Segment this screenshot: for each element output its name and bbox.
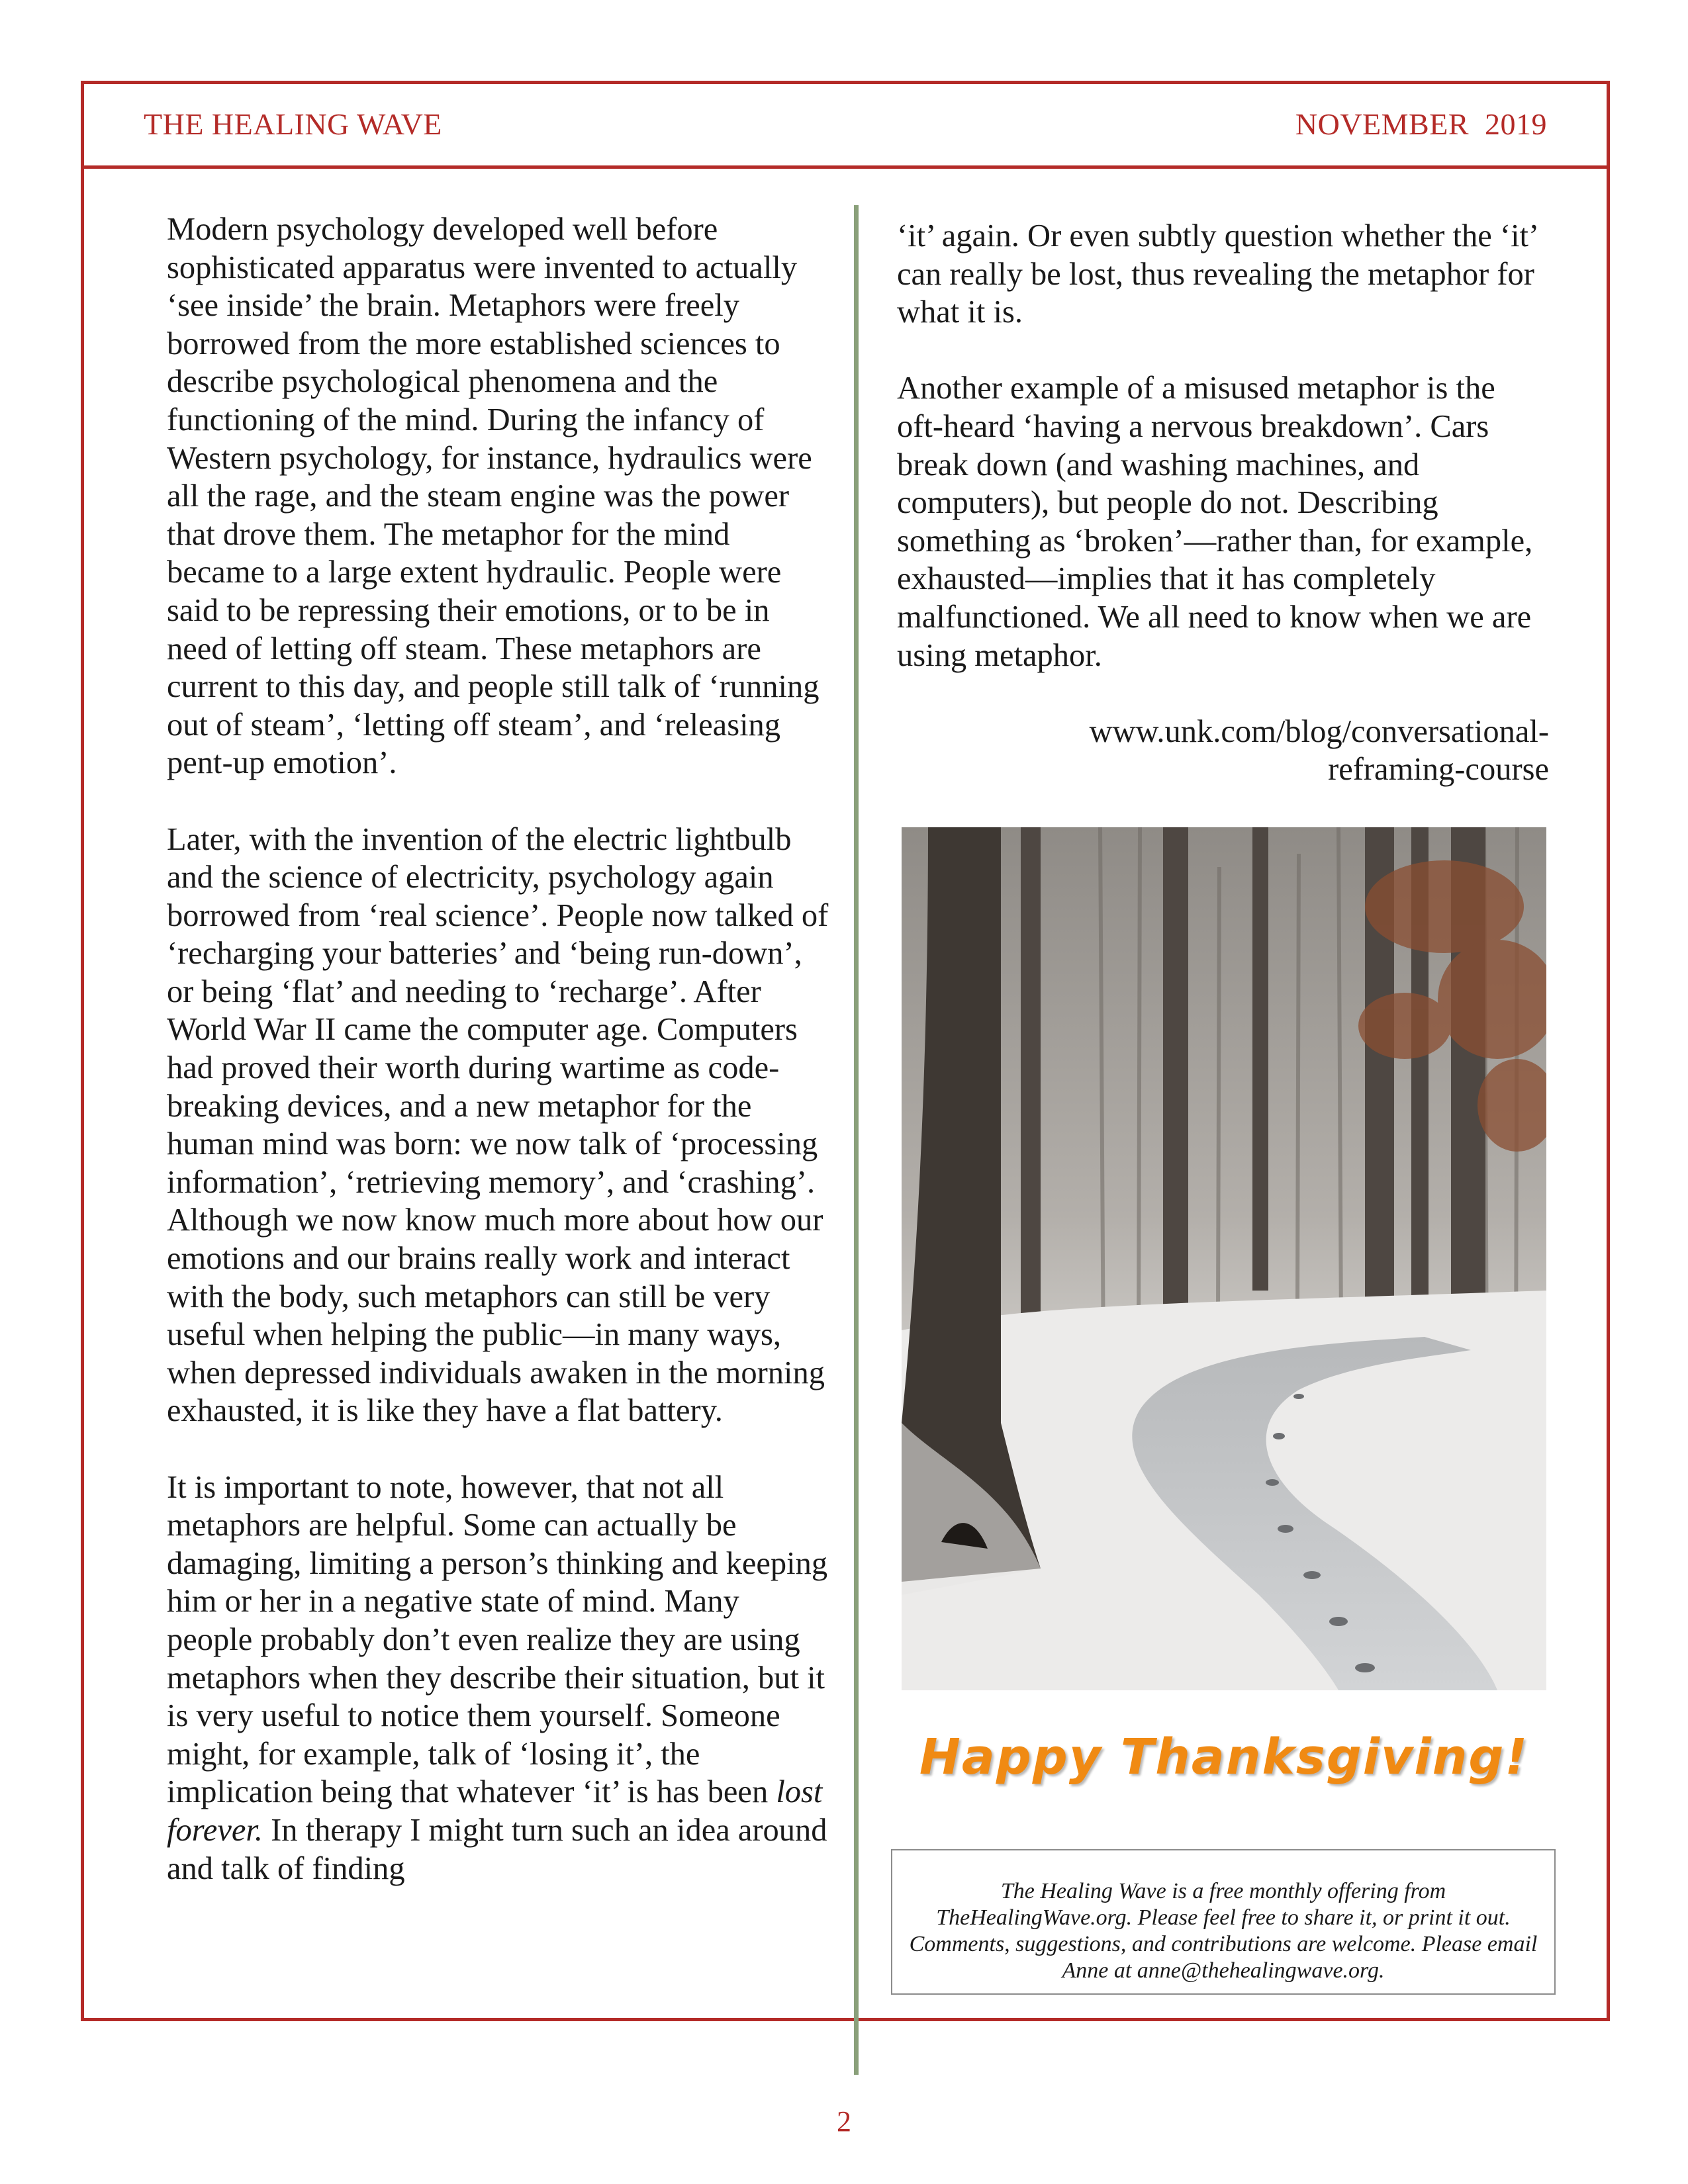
- column-divider: [854, 205, 859, 2075]
- newsletter-title: THE HEALING WAVE: [144, 107, 442, 141]
- paragraph: [167, 1469, 829, 1888]
- paragraph-text: In therapy I might turn such an idea around and talk of finding: [167, 1812, 827, 1886]
- subscription-note: The Healing Wave is a free monthly offering from TheHealingWave.org. Please feel free to share it, or print it out. Comments, suggestions, and contributions are welcome. Please email Anne at anne@thehealingwave.org.: [891, 1849, 1556, 1995]
- issue-date: NOVEMBER 2019: [1295, 107, 1547, 141]
- thanksgiving-greeting: Happy Thanksgiving!: [919, 1729, 1529, 1786]
- paragraph: ‘it’ again. Or even subtly question whether the ‘it’ can really be lost, thus revealing the metaphor for what it is.: [897, 218, 1537, 330]
- newsletter-header: [84, 84, 1607, 169]
- paragraph: Another example of a misused metaphor is the oft-heard ‘having a nervous breakdown’. Cars break down (and washing machines, and computers), but people do not. Describing something as ‘broken’—rather than, for example, exhausted—implies that it has completely malfunctioned. We all need to know when we are using metaphor.: [897, 371, 1533, 673]
- right-column: [897, 217, 1549, 789]
- paragraph: Modern psychology developed well before sophisticated apparatus were invented to actually ‘see inside’ the brain. Metaphors were freely borrowed from the more established sciences to describe psychological phenomena and the functioning of the mind. During the infancy of Western psychology, for instance, hydraulics were all the rage, and the steam engine was the power that drove them. The metaphor for the mind became to a large extent hydraulic. People were said to be repressing their emotions, or to be in need of letting off steam. These metaphors are current to this day, and people still talk of ‘running out of steam’, ‘letting off steam’, and ‘releasing pent-up emotion’.: [167, 212, 820, 781]
- left-column: [167, 210, 829, 1888]
- paragraph-text: It is important to note, however, that not all metaphors are helpful. Some can actually be damaging, limiting a person’s thinking and keeping him or her in a negative state of mind. Many people probably don’t even realize they are using metaphors when they describe their situation, but it is very useful to notice them yourself. Someone might, for example, talk of ‘losing it’, the implication being that whatever ‘it’ is has been: [167, 1469, 828, 1810]
- page-number: 2: [837, 2105, 851, 2138]
- paragraph: Later, with the invention of the electric lightbulb and the science of electricity, psychology again borrowed from ‘real science’. People now talked of ‘recharging your batteries’ and ‘being run-down’, or being ‘flat’ and needing to ‘recharge’. After World War II came the computer age. Computers had proved their worth during wartime as code-breaking devices, and a new metaphor for the human mind was born: we now talk of ‘processing information’, ‘retrieving memory’, and ‘crashing’. Although we now know much more about how our emotions and our brains really work and interact with the body, such metaphors can still be very useful when helping the public—in many ways, when depressed individuals awaken in the morning exhausted, it is like they have a flat battery.: [167, 821, 829, 1429]
- source-url: [897, 713, 1549, 789]
- emphasis-text: lost forever.: [167, 1774, 823, 1848]
- snowy-forest-path-photo: [902, 827, 1546, 1690]
- source-url-line: reframing-course: [1328, 752, 1549, 788]
- source-url-line: www.unk.com/blog/conversational-: [1089, 713, 1549, 749]
